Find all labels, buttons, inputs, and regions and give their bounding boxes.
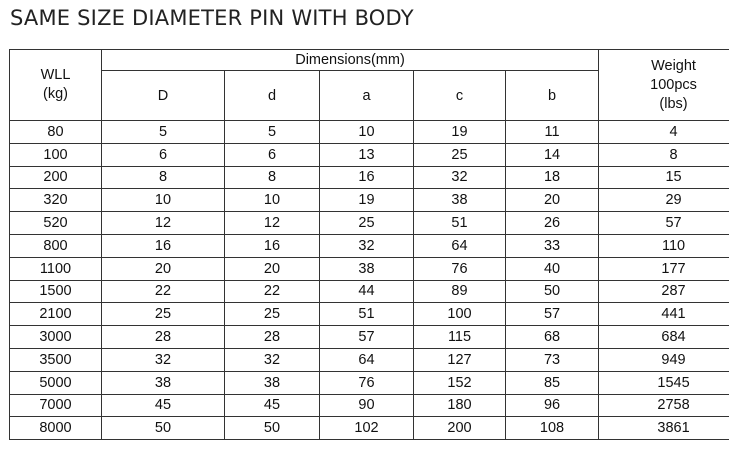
cell-D: 16	[102, 234, 225, 257]
cell-weight: 29	[599, 189, 729, 212]
cell-D: 5	[102, 121, 225, 144]
header-weight	[599, 50, 729, 121]
table-row	[10, 189, 729, 212]
cell-d: 32	[225, 348, 320, 371]
cell-b: 11	[506, 121, 599, 144]
cell-d: 10	[225, 189, 320, 212]
table-row	[10, 234, 729, 257]
cell-D: 38	[102, 371, 225, 394]
cell-wll: 7000	[10, 394, 102, 417]
cell-weight: 8	[599, 143, 729, 166]
cell-wll: 3500	[10, 348, 102, 371]
cell-wll: 200	[10, 166, 102, 189]
cell-a: 102	[320, 417, 414, 440]
cell-wll: 5000	[10, 371, 102, 394]
cell-c: 32	[414, 166, 506, 189]
page-title: SAME SIZE DIAMETER PIN WITH BODY	[10, 6, 414, 30]
cell-a: 38	[320, 257, 414, 280]
cell-D: 25	[102, 303, 225, 326]
cell-c: 200	[414, 417, 506, 440]
cell-b: 57	[506, 303, 599, 326]
cell-weight: 441	[599, 303, 729, 326]
cell-a: 13	[320, 143, 414, 166]
cell-b: 108	[506, 417, 599, 440]
cell-a: 76	[320, 371, 414, 394]
table-row	[10, 326, 729, 349]
cell-weight: 287	[599, 280, 729, 303]
header-col-D: D	[102, 71, 225, 121]
cell-wll: 800	[10, 234, 102, 257]
cell-c: 115	[414, 326, 506, 349]
cell-a: 90	[320, 394, 414, 417]
cell-a: 19	[320, 189, 414, 212]
cell-a: 51	[320, 303, 414, 326]
cell-c: 127	[414, 348, 506, 371]
cell-D: 50	[102, 417, 225, 440]
cell-c: 100	[414, 303, 506, 326]
cell-wll: 1100	[10, 257, 102, 280]
cell-D: 22	[102, 280, 225, 303]
header-col-a: a	[320, 71, 414, 121]
cell-wll: 520	[10, 212, 102, 235]
cell-d: 38	[225, 371, 320, 394]
cell-a: 10	[320, 121, 414, 144]
cell-b: 20	[506, 189, 599, 212]
cell-weight: 110	[599, 234, 729, 257]
cell-a: 57	[320, 326, 414, 349]
cell-D: 12	[102, 212, 225, 235]
table-row	[10, 143, 729, 166]
cell-c: 19	[414, 121, 506, 144]
cell-b: 85	[506, 371, 599, 394]
cell-b: 68	[506, 326, 599, 349]
cell-weight: 684	[599, 326, 729, 349]
table-row	[10, 166, 729, 189]
cell-wll: 100	[10, 143, 102, 166]
cell-wll: 2100	[10, 303, 102, 326]
cell-a: 64	[320, 348, 414, 371]
cell-c: 38	[414, 189, 506, 212]
table-row	[10, 257, 729, 280]
cell-b: 96	[506, 394, 599, 417]
cell-d: 6	[225, 143, 320, 166]
cell-D: 28	[102, 326, 225, 349]
cell-d: 16	[225, 234, 320, 257]
header-col-c: c	[414, 71, 506, 121]
table-row	[10, 280, 729, 303]
cell-d: 50	[225, 417, 320, 440]
header-wll-line2: (kg)	[43, 86, 68, 102]
cell-weight: 15	[599, 166, 729, 189]
header-weight-line3: (lbs)	[659, 95, 688, 112]
header-wll-line1: WLL	[40, 67, 71, 83]
cell-c: 152	[414, 371, 506, 394]
table-row	[10, 303, 729, 326]
cell-b: 73	[506, 348, 599, 371]
cell-d: 28	[225, 326, 320, 349]
table-row	[10, 348, 729, 371]
table-header	[10, 50, 729, 121]
header-wll	[10, 50, 102, 121]
header-weight-line2: 100pcs	[650, 76, 697, 93]
cell-wll: 1500	[10, 280, 102, 303]
cell-D: 45	[102, 394, 225, 417]
cell-b: 18	[506, 166, 599, 189]
cell-weight: 57	[599, 212, 729, 235]
cell-wll: 320	[10, 189, 102, 212]
header-col-b: b	[506, 71, 599, 121]
table-row	[10, 394, 729, 417]
cell-b: 50	[506, 280, 599, 303]
header-weight-line1: Weight	[651, 57, 696, 74]
cell-weight: 4	[599, 121, 729, 144]
cell-c: 51	[414, 212, 506, 235]
cell-D: 10	[102, 189, 225, 212]
cell-b: 14	[506, 143, 599, 166]
cell-wll: 80	[10, 121, 102, 144]
cell-a: 32	[320, 234, 414, 257]
cell-a: 44	[320, 280, 414, 303]
cell-weight: 177	[599, 257, 729, 280]
cell-d: 25	[225, 303, 320, 326]
specification-table	[9, 49, 729, 440]
cell-a: 16	[320, 166, 414, 189]
table-body	[10, 121, 729, 440]
cell-a: 25	[320, 212, 414, 235]
cell-d: 20	[225, 257, 320, 280]
cell-c: 76	[414, 257, 506, 280]
cell-D: 32	[102, 348, 225, 371]
header-dimensions: Dimensions(mm)	[102, 50, 599, 71]
cell-c: 89	[414, 280, 506, 303]
cell-d: 5	[225, 121, 320, 144]
cell-d: 45	[225, 394, 320, 417]
cell-D: 8	[102, 166, 225, 189]
cell-d: 8	[225, 166, 320, 189]
cell-weight: 3861	[599, 417, 729, 440]
header-col-d: d	[225, 71, 320, 121]
cell-d: 22	[225, 280, 320, 303]
cell-wll: 3000	[10, 326, 102, 349]
cell-D: 6	[102, 143, 225, 166]
cell-b: 33	[506, 234, 599, 257]
cell-b: 26	[506, 212, 599, 235]
table-row	[10, 371, 729, 394]
cell-wll: 8000	[10, 417, 102, 440]
table-row	[10, 417, 729, 440]
cell-weight: 2758	[599, 394, 729, 417]
table-row	[10, 212, 729, 235]
cell-c: 25	[414, 143, 506, 166]
cell-weight: 1545	[599, 371, 729, 394]
cell-D: 20	[102, 257, 225, 280]
table-row	[10, 121, 729, 144]
cell-c: 180	[414, 394, 506, 417]
cell-d: 12	[225, 212, 320, 235]
cell-b: 40	[506, 257, 599, 280]
cell-weight: 949	[599, 348, 729, 371]
cell-c: 64	[414, 234, 506, 257]
